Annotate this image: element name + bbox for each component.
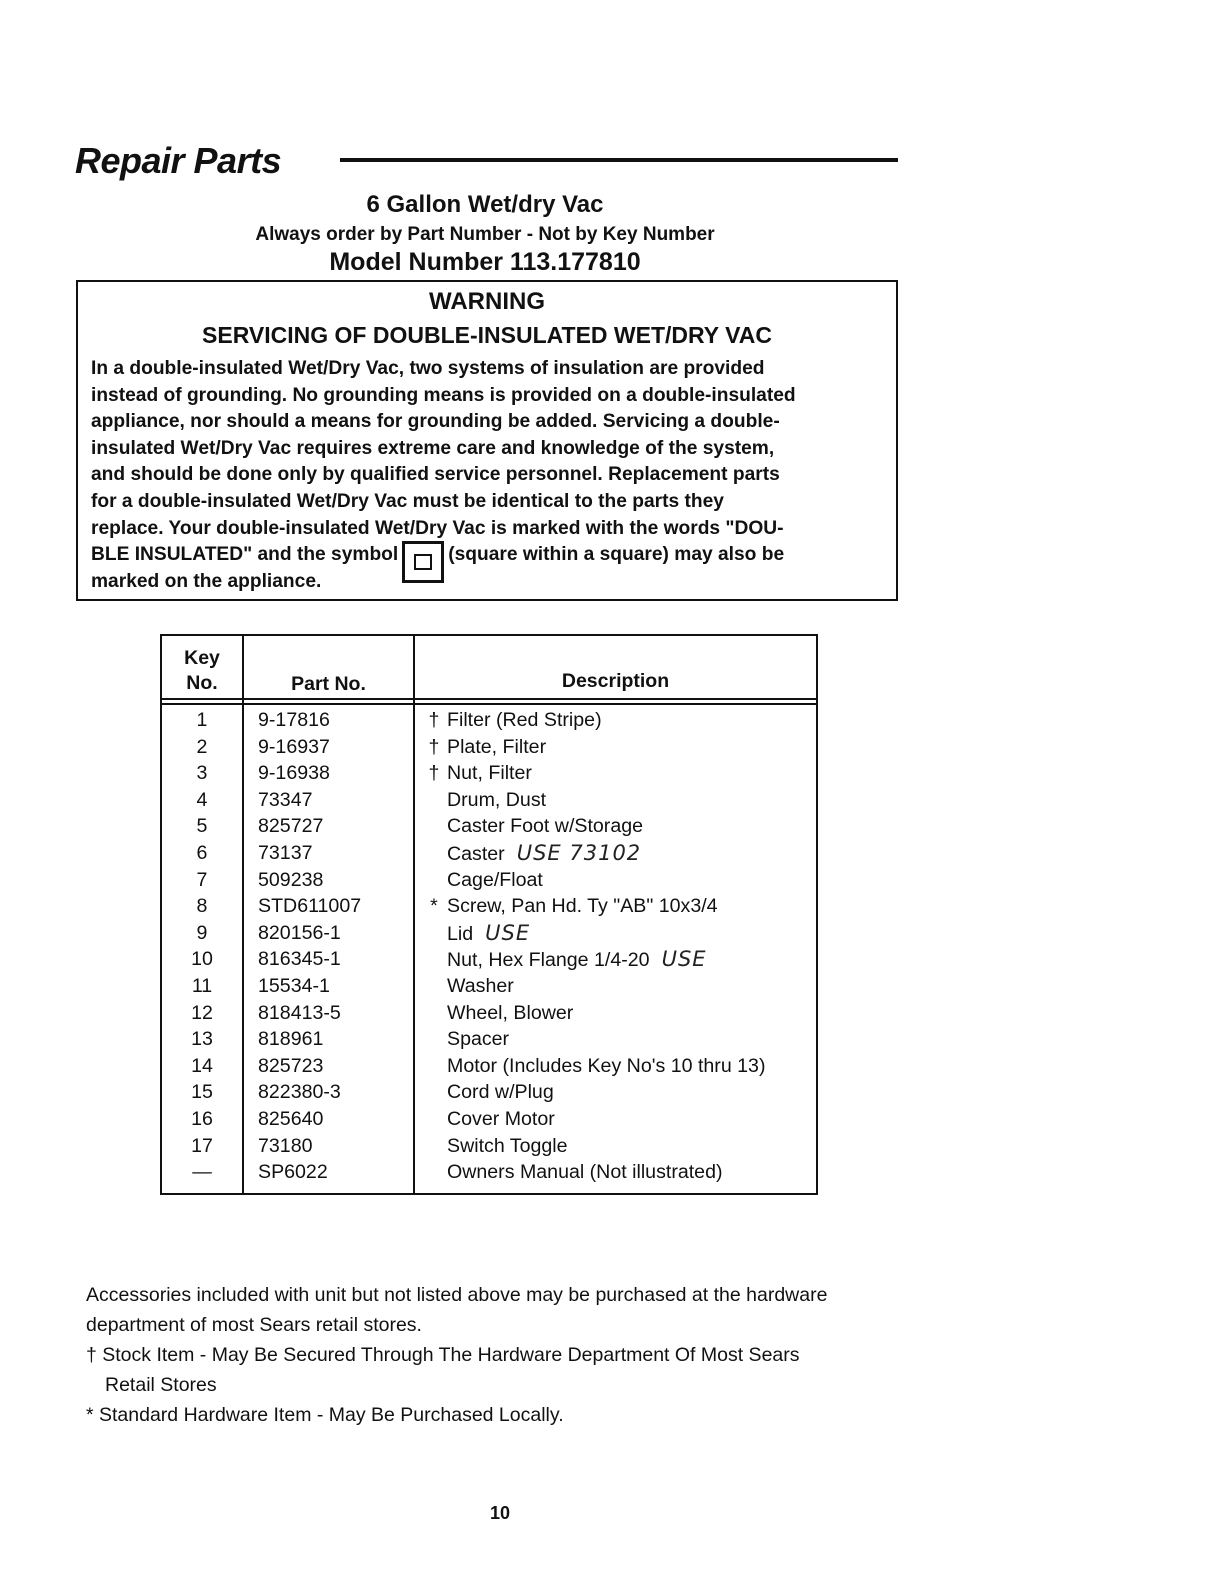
- description: [447, 1159, 723, 1186]
- warning-text: [91, 356, 887, 595]
- key-number: 3: [196, 762, 208, 785]
- table-row: [162, 734, 816, 761]
- part-number: SP6022: [258, 1161, 328, 1184]
- table-row: [162, 920, 816, 947]
- part-number: 825640: [258, 1107, 324, 1130]
- item-mark: *: [430, 895, 438, 918]
- order-note: Always order by Part Number - Not by Key Number: [255, 224, 715, 245]
- description-text: Cage/Float: [447, 868, 543, 891]
- warning-line-part: (square within a square) may also be: [448, 544, 785, 566]
- key-number: 4: [196, 788, 208, 811]
- part-number: 15534-1: [258, 974, 330, 997]
- part-number: 820156-1: [258, 921, 341, 944]
- standard-hardware-note: * Standard Hardware Item - May Be Purchased Locally.: [86, 1404, 564, 1426]
- part-number: 73180: [258, 1134, 313, 1157]
- parts-table: [160, 634, 818, 1195]
- part-number: 818961: [258, 1028, 324, 1051]
- part-number: 825727: [258, 815, 324, 838]
- description: [447, 867, 543, 894]
- table-row: [162, 1159, 816, 1186]
- description-text: Nut, Filter: [447, 762, 532, 785]
- description: [447, 1053, 765, 1080]
- part-number: 818413-5: [258, 1001, 341, 1024]
- description-text: Motor (Includes Key No's 10 thru 13): [447, 1054, 766, 1077]
- description-text: Washer: [447, 974, 514, 997]
- part-number: 9-16938: [258, 762, 330, 785]
- key-number: 15: [191, 1081, 213, 1104]
- table-row: [162, 1133, 816, 1160]
- header-rule: [162, 703, 816, 705]
- item-mark: †: [428, 735, 440, 758]
- stock-item-note: † Stock Item - May Be Secured Through The Hardware Department Of Most Sears: [86, 1344, 800, 1366]
- description-text: Switch Toggle: [447, 1134, 568, 1157]
- handwritten-note: USE: [661, 947, 707, 972]
- key-number: —: [192, 1161, 212, 1184]
- key-number: 8: [196, 895, 208, 918]
- key-number: 13: [191, 1028, 213, 1051]
- part-number: 509238: [258, 868, 324, 891]
- model-number: Model Number 113.177810: [329, 248, 641, 276]
- item-mark: †: [428, 709, 440, 731]
- warning-line: replace. Your double-insulated Wet/Dry Vac is marked with the words "DOU-: [91, 517, 784, 539]
- key-number: 5: [196, 815, 208, 838]
- warning-line: insulated Wet/Dry Vac requires extreme care and knowledge of the system,: [91, 437, 775, 459]
- table-row: [162, 1053, 816, 1080]
- description-text: Drum, Dust: [447, 788, 547, 811]
- warning-line: [91, 542, 887, 569]
- part-number: 73137: [258, 841, 313, 864]
- table-row: [162, 1026, 816, 1053]
- description-text: Wheel, Blower: [447, 1001, 574, 1024]
- handwritten-note: USE: [485, 920, 531, 945]
- description-text: Cover Motor: [447, 1107, 555, 1130]
- description: [447, 1079, 554, 1106]
- part-number: 73347: [258, 788, 313, 811]
- description-text: Nut, Hex Flange 1/4-20: [447, 949, 650, 972]
- product-name: 6 Gallon Wet/dry Vac: [366, 191, 604, 218]
- item-mark: †: [428, 762, 440, 785]
- description-text: Filter (Red Stripe): [447, 709, 602, 731]
- table-row: [162, 1000, 816, 1027]
- double-insulated-symbol-icon: [398, 559, 448, 560]
- description-text: Owners Manual (Not illustrated): [447, 1161, 723, 1184]
- description: [447, 707, 602, 734]
- column-header-description: Description: [561, 670, 670, 692]
- warning-line: appliance, nor should a means for grounding be added. Servicing a double-: [91, 411, 780, 433]
- warning-line: In a double-insulated Wet/Dry Vac, two systems of insulation are provided: [91, 358, 765, 379]
- part-number: 9-17816: [258, 709, 330, 731]
- part-number: 822380-3: [258, 1081, 341, 1104]
- key-number: 14: [191, 1054, 213, 1077]
- warning-box: [76, 280, 898, 601]
- key-number: 16: [191, 1107, 213, 1130]
- warning-line: for a double-insulated Wet/Dry Vac must be identical to the parts they: [91, 490, 724, 512]
- table-row: [162, 840, 816, 867]
- part-number: 816345-1: [258, 948, 341, 971]
- description-text: Cord w/Plug: [447, 1081, 554, 1104]
- footnotes: [86, 1280, 916, 1430]
- description: [447, 1133, 568, 1160]
- table-row: [162, 707, 816, 734]
- description: [447, 893, 718, 920]
- key-number: 6: [196, 841, 208, 864]
- column-header-part: Part No.: [291, 673, 366, 695]
- description: [447, 840, 641, 868]
- table-row: [162, 946, 816, 973]
- key-number: 10: [191, 948, 213, 971]
- table-row: [162, 893, 816, 920]
- key-number: 7: [196, 868, 208, 891]
- column-header-key: Key No.: [184, 647, 220, 694]
- page-title: Repair Parts: [75, 140, 282, 181]
- page-number: 10: [489, 1503, 511, 1523]
- description-text: Spacer: [447, 1028, 510, 1051]
- title-rule: [340, 158, 898, 162]
- description: [447, 1000, 573, 1027]
- handwritten-note: USE 73102: [516, 840, 642, 865]
- warning-title: WARNING: [429, 288, 545, 315]
- description: [447, 813, 643, 840]
- key-number: 17: [191, 1134, 213, 1157]
- table-body: [162, 707, 816, 1186]
- table-row: [162, 1106, 816, 1133]
- part-number: 9-16937: [258, 735, 330, 758]
- table-row: [162, 1079, 816, 1106]
- description: [447, 760, 532, 787]
- header-rule: [162, 698, 816, 700]
- key-number: 2: [196, 735, 208, 758]
- table-row: [162, 813, 816, 840]
- part-number: STD611007: [258, 895, 362, 918]
- accessories-note: Accessories included with unit but not listed above may be purchased at the hardware: [86, 1284, 828, 1306]
- part-number: 825723: [258, 1054, 324, 1077]
- warning-line: and should be done only by qualified service personnel. Replacement parts: [91, 464, 780, 486]
- key-number: 11: [191, 974, 213, 997]
- table-row: [162, 760, 816, 787]
- description-text: Lid: [447, 922, 474, 945]
- accessories-note: department of most Sears retail stores.: [86, 1314, 422, 1336]
- table-row: [162, 973, 816, 1000]
- description: [447, 787, 546, 814]
- stock-item-note: Retail Stores: [105, 1374, 217, 1396]
- table-row: [162, 787, 816, 814]
- description-text: Caster: [447, 842, 505, 865]
- warning-heading: SERVICING OF DOUBLE-INSULATED WET/DRY VAC: [202, 322, 772, 348]
- table-row: [162, 867, 816, 894]
- description: [447, 946, 707, 974]
- key-number: 1: [196, 709, 208, 731]
- description: [447, 734, 546, 761]
- key-number: 9: [196, 921, 208, 944]
- warning-line: instead of grounding. No grounding means is provided on a double-insulated: [91, 384, 796, 406]
- description: [447, 973, 514, 1000]
- warning-line: marked on the appliance.: [91, 570, 322, 592]
- description-text: Caster Foot w/Storage: [447, 815, 644, 838]
- description-text: Screw, Pan Hd. Ty "AB" 10x3/4: [447, 895, 718, 918]
- description-text: Plate, Filter: [447, 735, 547, 758]
- warning-line-part: BLE INSULATED" and the symbol: [91, 544, 399, 566]
- description: [447, 1026, 509, 1053]
- description: [447, 920, 530, 948]
- description: [447, 1106, 555, 1133]
- key-number: 12: [191, 1001, 213, 1024]
